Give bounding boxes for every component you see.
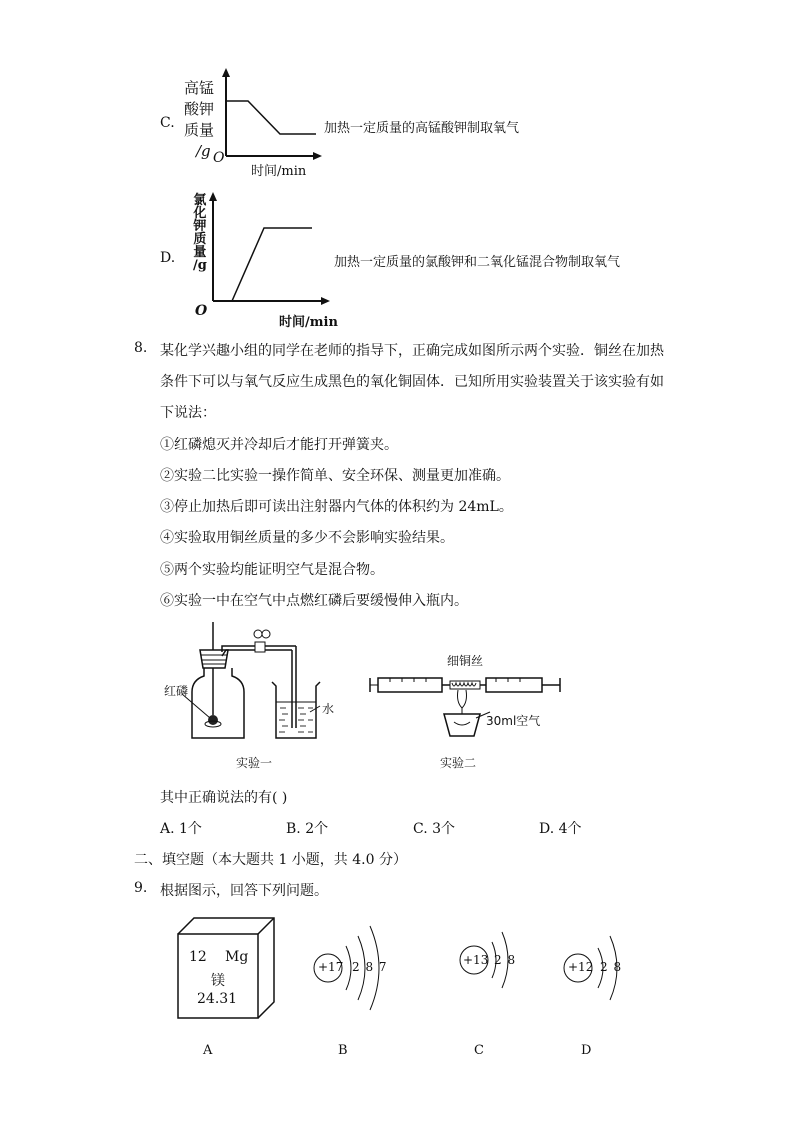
option-c-letter: C. — [160, 115, 175, 131]
q8-number: 8. — [134, 340, 148, 356]
section-2-title: 二、填空题（本大题共 1 小题，共 4.0 分） — [134, 852, 407, 868]
q8-stem-line: 某化学兴趣小组的同学在老师的指导下，正确完成如图所示两个实验．铜丝在加热 — [160, 343, 664, 359]
experiment-2-caption: 实验二 — [440, 756, 477, 770]
graph-d-xlabel: 时间/min — [279, 315, 338, 330]
q8-statement-5: ⑤两个实验均能证明空气是混合物。 — [160, 562, 384, 578]
diagram-label-b: B — [338, 1043, 348, 1058]
q8-stem-line: 下说法： — [160, 405, 216, 421]
graph-c-axes — [212, 64, 332, 174]
atom-d-electrons: 2 8 — [600, 960, 622, 974]
atom-d-nucleus: +12 — [568, 960, 594, 974]
q8-statement-2: ②实验二比实验一操作简单、安全环保、测量更加准确。 — [160, 468, 510, 484]
diagram-label-c: C — [474, 1043, 484, 1058]
experiment-2-apparatus — [368, 656, 568, 756]
q8-statement-6: ⑥实验一中在空气中点燃红磷后要缓慢伸入瓶内。 — [160, 593, 468, 609]
q8-option-d: D. 4个 — [539, 821, 582, 837]
graph-d-ylabel: 氯 化 钾 质 量 /g — [193, 193, 207, 273]
q8-option-c: C. 3个 — [413, 821, 456, 837]
atom-b-electrons: 2 8 7 — [352, 960, 387, 974]
graph-c-ylabel: 高锰 酸钾 质量 /g — [184, 79, 215, 160]
atom-c-electrons: 2 8 — [494, 953, 516, 967]
q8-question: 其中正确说法的有( ) — [160, 790, 288, 806]
graph-c-origin: O — [213, 150, 225, 166]
label-water: 水 — [322, 702, 335, 716]
option-d-letter: D. — [160, 250, 176, 266]
element-number: 12 — [189, 949, 207, 965]
graph-d-axes — [200, 188, 340, 308]
q8-statement-1: ①红磷熄灭并冷却后才能打开弹簧夹。 — [160, 437, 398, 453]
q8-option-a: A. 1个 — [160, 821, 202, 837]
element-mass: 24.31 — [197, 991, 238, 1007]
diagram-label-a: A — [203, 1043, 213, 1058]
graph-d-origin: O — [195, 303, 208, 319]
element-name: 镁 — [211, 973, 225, 989]
label-red-phosphorus: 红磷 — [164, 684, 189, 698]
experiment-1-apparatus — [160, 620, 350, 750]
graph-d-curve — [232, 228, 312, 301]
q9-number: 9. — [134, 880, 148, 896]
element-symbol: Mg — [225, 949, 249, 965]
q8-statement-3: ③停止加热后即可读出注射器内气体的体积约为 24mL。 — [160, 499, 513, 515]
q9-stem: 根据图示，回答下列问题。 — [160, 883, 328, 899]
q8-option-b: B. 2个 — [286, 821, 329, 837]
graph-d-caption: 加热一定质量的氯酸钾和二氧化锰混合物制取氧气 — [334, 255, 621, 270]
label-30ml-air: 30ml空气 — [486, 714, 541, 728]
graph-c-curve — [226, 101, 316, 134]
diagram-label-d: D — [581, 1043, 592, 1058]
q8-statement-4: ④实验取用铜丝质量的多少不会影响实验结果。 — [160, 530, 454, 546]
experiment-1-caption: 实验一 — [236, 756, 273, 770]
graph-c-xlabel: 时间/min — [251, 164, 307, 179]
atom-c-nucleus: +13 — [463, 953, 489, 967]
q8-stem-line: 条件下可以与氧气反应生成黑色的氧化铜固体．已知所用实验装置关于该实验有如 — [160, 374, 664, 390]
graph-c-caption: 加热一定质量的高锰酸钾制取氧气 — [324, 121, 520, 136]
atom-b-nucleus: +17 — [318, 960, 344, 974]
label-copper-wire: 细铜丝 — [447, 654, 484, 668]
